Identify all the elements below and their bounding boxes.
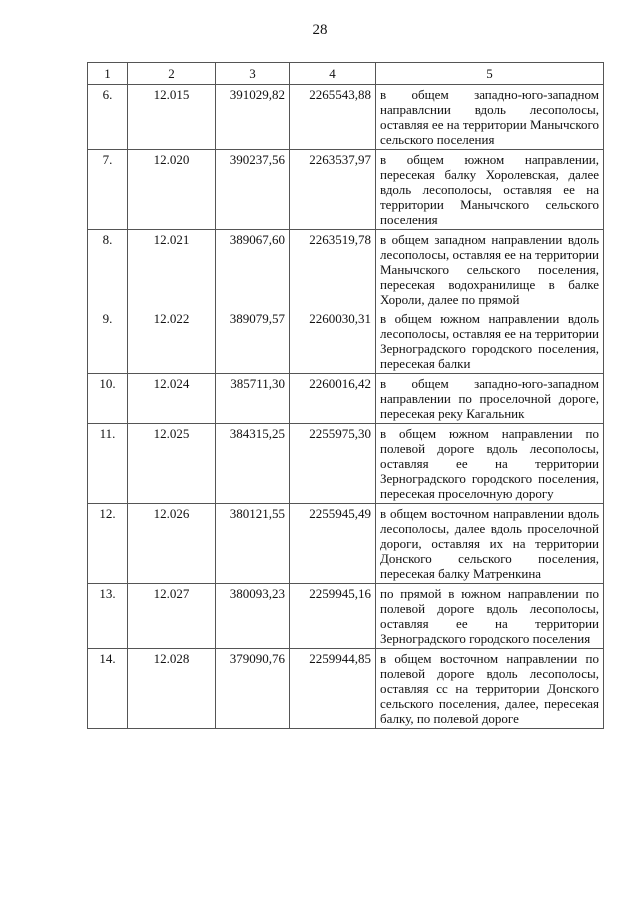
route-description: в общем южном направлении, пересекая балку Хоролевская, далее вдоль лесополосы, оставляя ее на территории Манычского сельского поселения [376,150,604,230]
coord-x: 389067,60 [216,230,290,310]
coord-x: 380093,23 [216,584,290,649]
coord-x: 389079,57 [216,309,290,374]
route-description: в общем восточном направлении по полевой дороге вдоль лесополосы, оставляя сс на территории Донского сельского поселения, далее, пересекая балку, по полевой дороге [376,649,604,729]
route-description: в общем южном направлении по полевой дороге вдоль лесополосы, оставляя ее на территории Зерноградского городского поселения, пересекая проселочную дорогу [376,424,604,504]
point-id: 12.026 [128,504,216,584]
route-description: в общем западно-юго-западном направлснии вдоль лесополосы, оставляя ее на территории Манычского сельского поселения [376,85,604,150]
row-number: 14. [88,649,128,729]
table-row [88,85,604,150]
route-description: в общем восточном направлении вдоль лесополосы, далее вдоль проселочной дороги, оставляя их на территории Донского сельского поселения, пересекая балку Матренкина [376,504,604,584]
point-id: 12.020 [128,150,216,230]
row-number: 12. [88,504,128,584]
route-description: по прямой в южном направлении по полевой дороге вдоль лесополосы, оставляя ее на территории Зерноградского городского поселения [376,584,604,649]
coord-x: 380121,55 [216,504,290,584]
coord-y: 2260030,31 [290,309,376,374]
route-description: в общем западно-юго-западном направлении по проселочной дороге, пересекая реку Кагальник [376,374,604,424]
header-col-2: 2 [128,63,216,85]
coord-x: 379090,76 [216,649,290,729]
coord-y: 2259945,16 [290,584,376,649]
coord-y: 2255975,30 [290,424,376,504]
header-col-1: 1 [88,63,128,85]
point-id: 12.022 [128,309,216,374]
coord-y: 2265543,88 [290,85,376,150]
table-row [88,649,604,729]
coord-y: 2263537,97 [290,150,376,230]
point-id: 12.025 [128,424,216,504]
coord-x: 391029,82 [216,85,290,150]
row-number: 8. [88,230,128,310]
header-col-5: 5 [376,63,604,85]
coord-y: 2263519,78 [290,230,376,310]
point-id: 12.024 [128,374,216,424]
row-number: 7. [88,150,128,230]
row-number: 10. [88,374,128,424]
boundary-points-table [87,62,604,729]
coord-x: 385711,30 [216,374,290,424]
coord-y: 2260016,42 [290,374,376,424]
table-row [88,309,604,374]
row-number: 9. [88,309,128,374]
coord-x: 384315,25 [216,424,290,504]
table-header-row [88,63,604,85]
table-row [88,374,604,424]
coord-y: 2255945,49 [290,504,376,584]
point-id: 12.028 [128,649,216,729]
table-row [88,504,604,584]
row-number: 13. [88,584,128,649]
table-row [88,150,604,230]
table-row [88,230,604,310]
point-id: 12.021 [128,230,216,310]
row-number: 6. [88,85,128,150]
point-id: 12.027 [128,584,216,649]
row-number: 11. [88,424,128,504]
route-description: в общем западном направлении вдоль лесополосы, оставляя ее на территории Манычского сельского поселения, пересекая водохранилище в балке Хороли, далее по прямой [376,230,604,310]
coord-x: 390237,56 [216,150,290,230]
table-row [88,424,604,504]
coord-y: 2259944,85 [290,649,376,729]
table-row [88,584,604,649]
point-id: 12.015 [128,85,216,150]
header-col-4: 4 [290,63,376,85]
route-description: в общем южном направлении вдоль лесополосы, оставляя ее на территории Зерноградского городского поселения, пересекая балки [376,309,604,374]
page-number: 28 [312,22,328,38]
header-col-3: 3 [216,63,290,85]
